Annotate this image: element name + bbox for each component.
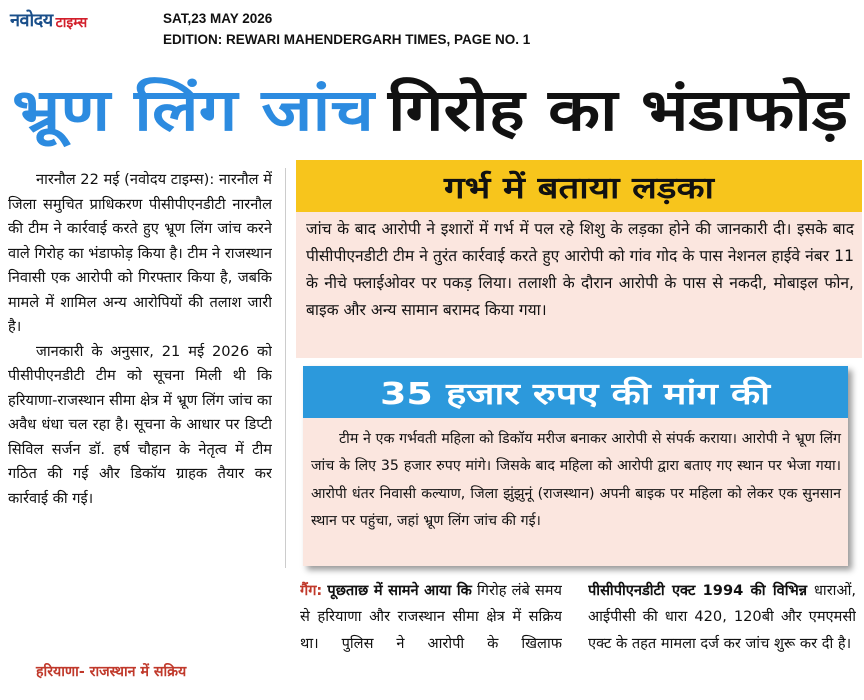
highlight-box-boy-in-womb [296,160,862,358]
highlight-box-2-body: टीम ने एक गर्भवती महिला को डिकॉय मरीज बनाकर आरोपी से संपर्क कराया। आरोपी ने भ्रूण लिंग जांच के लिए 35 हजार रुपए मांगे। जिसके बाद महिला को आरोपी द्वारा बताए गए स्थान पर भेजा गया। आरोपी धंतर निवासी कल्याण, जिला झुंझुनूं (राजस्थान) अपनी बाइक पर महिला को लेकर एक सुनसान स्थान पर पहुंचा, जहां भ्रूण लिंग जांच की गई। [311,431,841,530]
headline-part-1: भ्रूण लिंग जांच [12,76,317,144]
left-column-story [8,168,272,688]
gang-lead: पूछताछ में सामने आया कि [327,582,472,599]
edition-meta [163,8,530,50]
highlight-box-2-title-svg [303,366,848,418]
story-paragraph-1: नारनौल 22 मई (नवोदय टाइम्स): नारनौल में जिला समुचित प्राधिकरण पीसीपीएनडीटी नारनौल की टीम ने कार्रवाई करते हुए भ्रूण लिंग जांच करने वाले गिरोह का भंडाफोड़ किया है। टीम ने राजस्थान निवासी एक आरोपी को गिरफ्तार किया है, जबकि मामले में शामिल अन्य आरोपियों की तलाश जारी है। [8,171,272,335]
edition-info: EDITION: REWARI MAHENDERGARH TIMES, PAGE NO. 1 [163,32,531,47]
bottom-middle-story [300,578,562,690]
highlight-box-heading-bar [296,160,862,212]
left-column-subheading: हरियाणा- राजस्थान में सक्रिय [36,664,187,680]
newspaper-logo [10,6,87,32]
logo-main-text: नवोदय [10,10,53,31]
highlight-box-35k-demand [303,366,848,566]
case-paragraph [588,578,856,657]
headline-svg [0,62,864,154]
highlight-box-2-heading-bar [303,366,848,418]
highlight-box-title-svg [296,162,862,210]
highlight-box-title: गर्भ में बताया लड़का [444,171,666,206]
case-text: धाराओं, आईपीसी की धारा 420, 120बी और एमएमसी एक्ट के तहत मामला दर्ज कर जांच शुरू कर दी है। [588,582,856,652]
publication-date: SAT,23 MAY 2026 [163,11,273,26]
highlight-box-2-title: 35 हजार रुपए की मांग की [380,377,688,412]
case-lead: पीसीपीएनडीटी एक्ट 1994 की विभिन्न [588,582,808,599]
main-headline [0,62,864,154]
story-paragraph-2: जानकारी के अनुसार, 21 मई 2026 को पीसीपीएनडीटी टीम को सूचना मिली थी कि हरियाणा-राजस्थान सीमा क्षेत्र में भ्रूण लिंग जांच का अवैध धंधा चल रहा है। सूचना के आधार पर डिप्टी सिविल सर्जन डॉ. हर्ष चौहान के नेतृत्व में टीम गठित की गई और डिकॉय ग्राहक तैयार कर कार्रवाई की गई। [8,342,272,507]
masthead [0,0,864,52]
bottom-right-story [588,578,856,690]
gang-paragraph [300,578,562,657]
column-divider [285,168,286,568]
headline-part-2: गिरोह का भंडाफोड़ [386,76,851,144]
gang-kicker: गैंग: [300,582,323,599]
highlight-box-body: जांच के बाद आरोपी ने इशारों में गर्भ में पल रहे शिशु के लड़का होने की जानकारी दी। इसके बाद पीसीपीएनडीटी टीम ने तुरंत कार्रवाई करते हुए आरोपी को गांव गोद के पास नेशनल हाईवे नंबर 11 के नीचे फ्लाईओवर पर पकड़ लिया। तलाशी के दौरान आरोपी के पास से नकदी, मोबाइल फोन, बाइक और अन्य सामान बरामद किया गया। [306,220,854,319]
gang-text: गिरोह लंबे समय से हरियाणा और राजस्थान सीमा क्षेत्र में सक्रिय था। पुलिस ने आरोपी के खिलाफ [300,582,562,652]
logo-sub-text: टाइम्स [55,15,88,31]
